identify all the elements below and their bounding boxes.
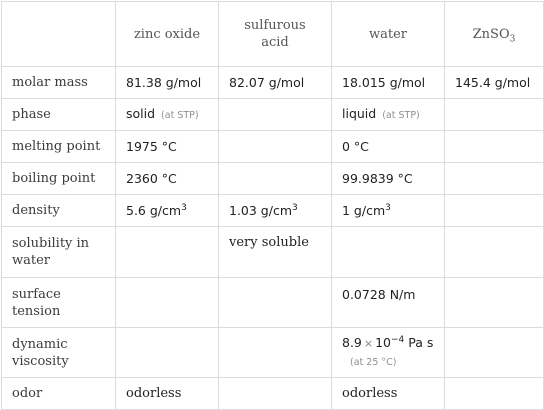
cell-melting-point-znso3	[445, 131, 544, 163]
cell-boiling-point-zinc-oxide: 2360 °C	[116, 163, 219, 195]
table-row	[2, 195, 544, 227]
cell-solubility-zinc-oxide	[116, 227, 219, 278]
cell-viscosity-water: $8.9 \times 10^{-4}$ Pa s (at 25 °C)	[332, 328, 445, 378]
column-header-znso3: ZnSO$_3$	[445, 2, 544, 67]
cell-phase-sulfurous-acid	[219, 99, 332, 131]
cell-melting-point-zinc-oxide: 1975 °C	[116, 131, 219, 163]
row-label-dynamic-viscosity: dynamic viscosity	[2, 328, 116, 378]
table-row	[2, 67, 544, 99]
cell-boiling-point-water: 99.9839 °C	[332, 163, 445, 195]
cell-density-water: 1 $g/cm^3$	[332, 195, 445, 227]
cell-solubility-znso3	[445, 227, 544, 278]
table-row	[2, 328, 544, 378]
cell-surface-tension-sulfurous-acid	[219, 278, 332, 328]
cell-viscosity-znso3	[445, 328, 544, 378]
row-label-boiling-point: boiling point	[2, 163, 116, 195]
cell-odor-sulfurous-acid	[219, 378, 332, 410]
cell-boiling-point-sulfurous-acid	[219, 163, 332, 195]
cell-solubility-water	[332, 227, 445, 278]
table-row	[2, 163, 544, 195]
cell-density-zinc-oxide: 5.6 $g/cm^3$	[116, 195, 219, 227]
cell-molar-mass-znso3: 145.4 g/mol	[445, 67, 544, 99]
table-row	[2, 227, 544, 278]
cell-molar-mass-zinc-oxide: 81.38 g/mol	[116, 67, 219, 99]
cell-boiling-point-znso3	[445, 163, 544, 195]
column-header-sulfurous-acid: sulfurous acid	[219, 2, 332, 67]
row-label-density: density	[2, 195, 116, 227]
cell-surface-tension-znso3	[445, 278, 544, 328]
column-header-zinc-oxide: zinc oxide	[116, 2, 219, 67]
cell-odor-znso3	[445, 378, 544, 410]
cell-melting-point-sulfurous-acid	[219, 131, 332, 163]
cell-molar-mass-sulfurous-acid: 82.07 g/mol	[219, 67, 332, 99]
cell-solubility-sulfurous-acid: very soluble	[219, 227, 332, 278]
cell-viscosity-zinc-oxide	[116, 328, 219, 378]
corner-cell	[2, 2, 116, 67]
cell-odor-zinc-oxide: odorless	[116, 378, 219, 410]
cell-melting-point-water: 0 °C	[332, 131, 445, 163]
cell-density-sulfurous-acid: 1.03 $g/cm^3$	[219, 195, 332, 227]
row-label-surface-tension: surface tension	[2, 278, 116, 328]
row-label-phase: phase	[2, 99, 116, 131]
header-row	[2, 2, 544, 67]
table-row	[2, 278, 544, 328]
row-label-molar-mass: molar mass	[2, 67, 116, 99]
cell-molar-mass-water: 18.015 g/mol	[332, 67, 445, 99]
cell-phase-znso3	[445, 99, 544, 131]
cell-odor-water: odorless	[332, 378, 445, 410]
cell-surface-tension-zinc-oxide	[116, 278, 219, 328]
row-label-melting-point: melting point	[2, 131, 116, 163]
table-row	[2, 378, 544, 410]
cell-surface-tension-water: 0.0728 N/m	[332, 278, 445, 328]
cell-density-znso3	[445, 195, 544, 227]
row-label-odor: odor	[2, 378, 116, 410]
table-row	[2, 131, 544, 163]
column-header-water: water	[332, 2, 445, 67]
row-label-solubility-in-water: solubility in water	[2, 227, 116, 278]
cell-viscosity-sulfurous-acid	[219, 328, 332, 378]
cell-phase-zinc-oxide: solid (at STP)	[116, 99, 219, 131]
table-row	[2, 99, 544, 131]
properties-table	[1, 1, 544, 410]
cell-phase-water: liquid (at STP)	[332, 99, 445, 131]
